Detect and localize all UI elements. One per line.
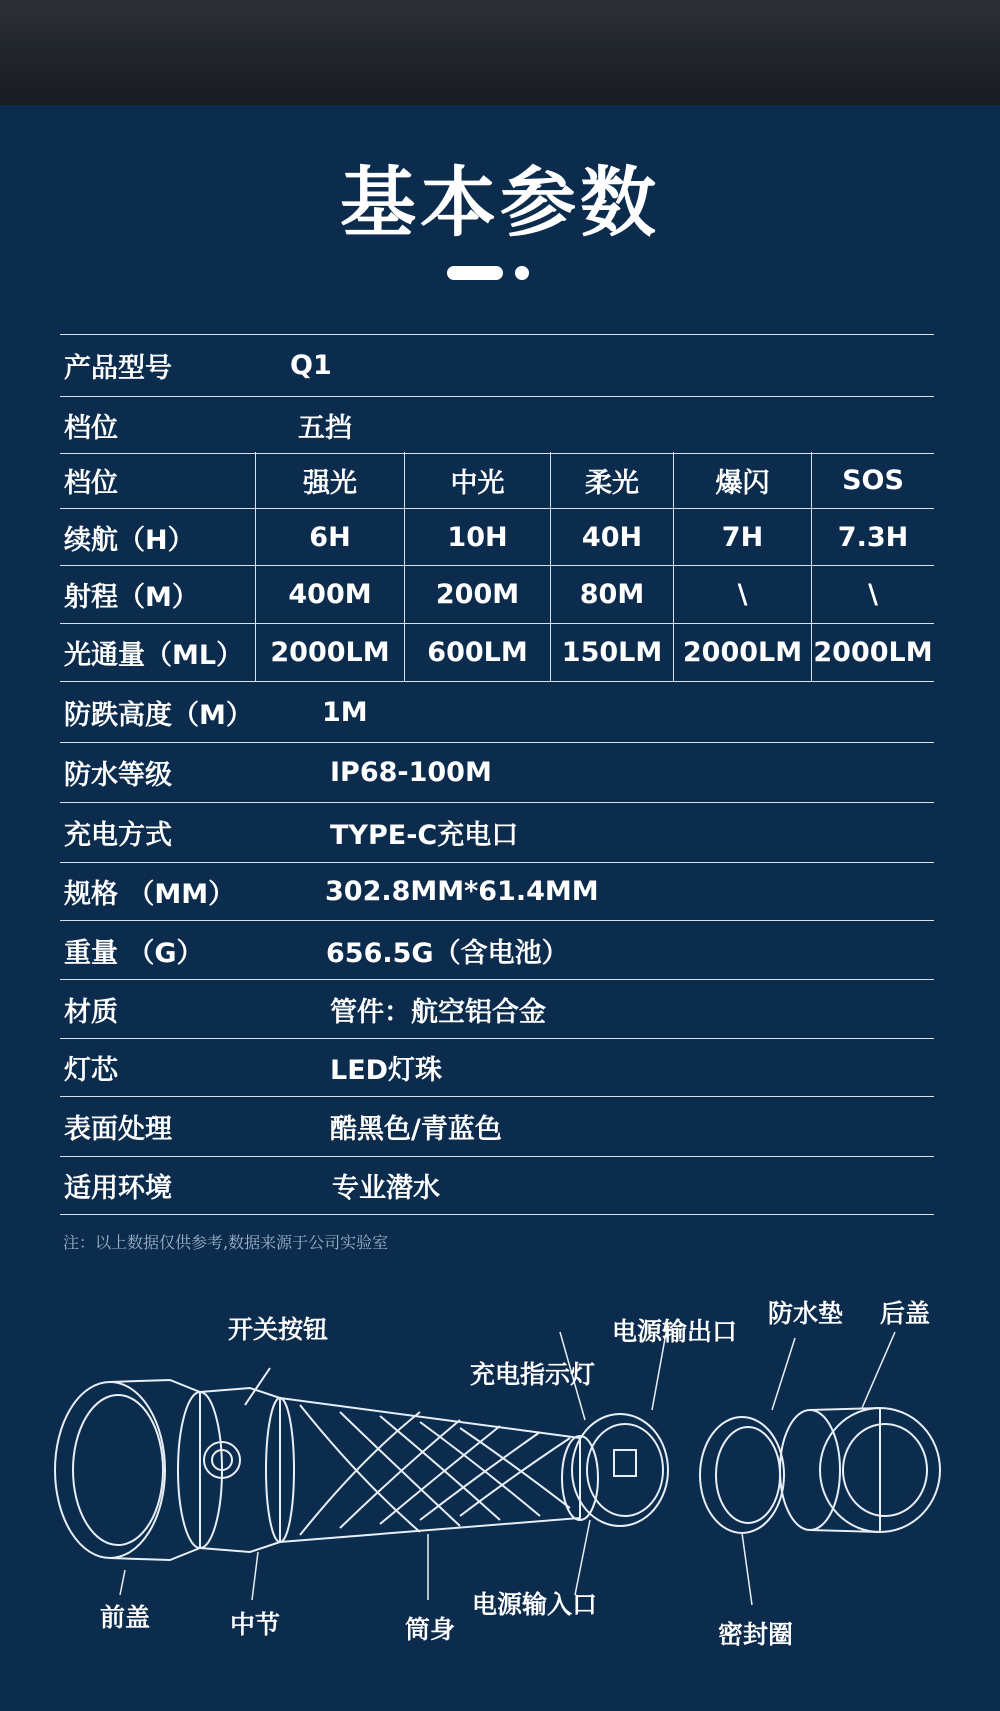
spec-value: 1M [322,697,368,728]
mode-table [60,452,934,682]
mode-cell: 600LM [404,624,550,681]
spec-value: IP68-100M [330,757,492,788]
spec-value: 656.5G（含电池） [326,937,569,969]
spec-row-finish [60,1097,934,1157]
title-underline-bar [447,266,503,280]
spec-row-waterproof [60,743,934,803]
part-label-rear-cap: 后盖 [880,1299,931,1328]
footnote: 注：以上数据仅供参考,数据来源于公司实验室 [63,1233,389,1252]
spec-row-material [60,980,934,1039]
title-underline-dot [515,266,529,280]
spec-value: 酷黑色/青蓝色 [330,1114,502,1145]
mode-cell: 2000LM [255,624,404,681]
spec-value: Q1 [290,350,332,381]
spec-label: 适用环境 [64,1173,172,1204]
mode-cell: 150LM [550,624,673,681]
mode-cell: 200M [404,566,550,623]
mode-cell: 10H [404,509,550,565]
mode-cell: \ [673,566,811,623]
part-label-seal-ring: 密封圈 [718,1620,794,1649]
spec-label: 重量 （G） [64,937,204,969]
mode-cell: 2000LM [811,624,934,681]
top-banner [0,0,1000,105]
spec-value: 专业潜水 [332,1173,440,1204]
mode-cell: 中光 [404,452,550,508]
mode-cell: 400M [255,566,404,623]
mode-row-lumens [60,624,934,682]
mode-cell: 续航（H） [64,524,195,556]
part-label-waterproof-pad: 防水垫 [768,1299,844,1328]
spec-label: 充电方式 [64,820,172,851]
spec-label: 防跌高度（M） [64,700,253,731]
mode-cell: 射程（M） [64,582,199,613]
part-label-front-cap: 前盖 [100,1603,151,1632]
spec-value: TYPE-C充电口 [330,820,519,851]
part-label-power-input: 电源输入口 [472,1590,598,1619]
spec-row-drop-height [60,683,934,743]
part-label-charge-indicator: 充电指示灯 [470,1360,596,1389]
mode-header-row [60,452,934,509]
spec-value: 管件：航空铝合金 [330,996,546,1028]
mode-cell: 40H [550,509,673,565]
part-label-power-output: 电源输出口 [612,1317,738,1346]
part-label-middle-section: 中节 [230,1610,281,1639]
spec-label: 档位 [64,412,118,444]
spec-label: 防水等级 [64,760,172,791]
mode-cell: 强光 [255,452,404,508]
spec-label: 材质 [64,996,118,1028]
spec-row-charging [60,803,934,863]
spec-row-weight [60,921,934,980]
spec-row-environment [60,1157,934,1215]
flashlight-line-drawing [0,1270,1000,1711]
mode-cell: SOS [811,452,934,508]
mode-row-runtime [60,509,934,566]
mode-cell: 80M [550,566,673,623]
mode-cell: \ [811,566,934,623]
mode-cell: 档位 [64,467,118,499]
spec-value: 五挡 [298,412,352,444]
mode-cell: 7.3H [811,509,934,565]
mode-cell: 2000LM [673,624,811,681]
spec-row-dimensions [60,863,934,921]
spec-label: 灯芯 [64,1055,118,1086]
spec-row-led [60,1039,934,1097]
spec-label: 规格 （MM） [64,879,236,910]
spec-value: LED灯珠 [330,1055,443,1086]
mode-cell: 7H [673,509,811,565]
spec-table-top [60,334,934,454]
part-label-switch-button: 开关按钮 [228,1315,329,1344]
spec-label: 表面处理 [64,1114,172,1145]
exploded-diagram [0,1270,1000,1711]
mode-cell: 爆闪 [673,452,811,508]
spec-row-gear [60,397,934,454]
mode-cell: 柔光 [550,452,673,508]
mode-cell: 光通量（ML） [64,640,244,671]
page-title: 基本参数 [340,158,660,247]
spec-value: 302.8MM*61.4MM [325,876,599,907]
spec-table-bottom [60,683,934,1215]
mode-cell: 6H [255,509,404,565]
spec-row-model [60,335,934,397]
part-label-tube-body: 筒身 [405,1615,456,1644]
mode-row-range [60,566,934,624]
spec-label: 产品型号 [64,353,172,384]
